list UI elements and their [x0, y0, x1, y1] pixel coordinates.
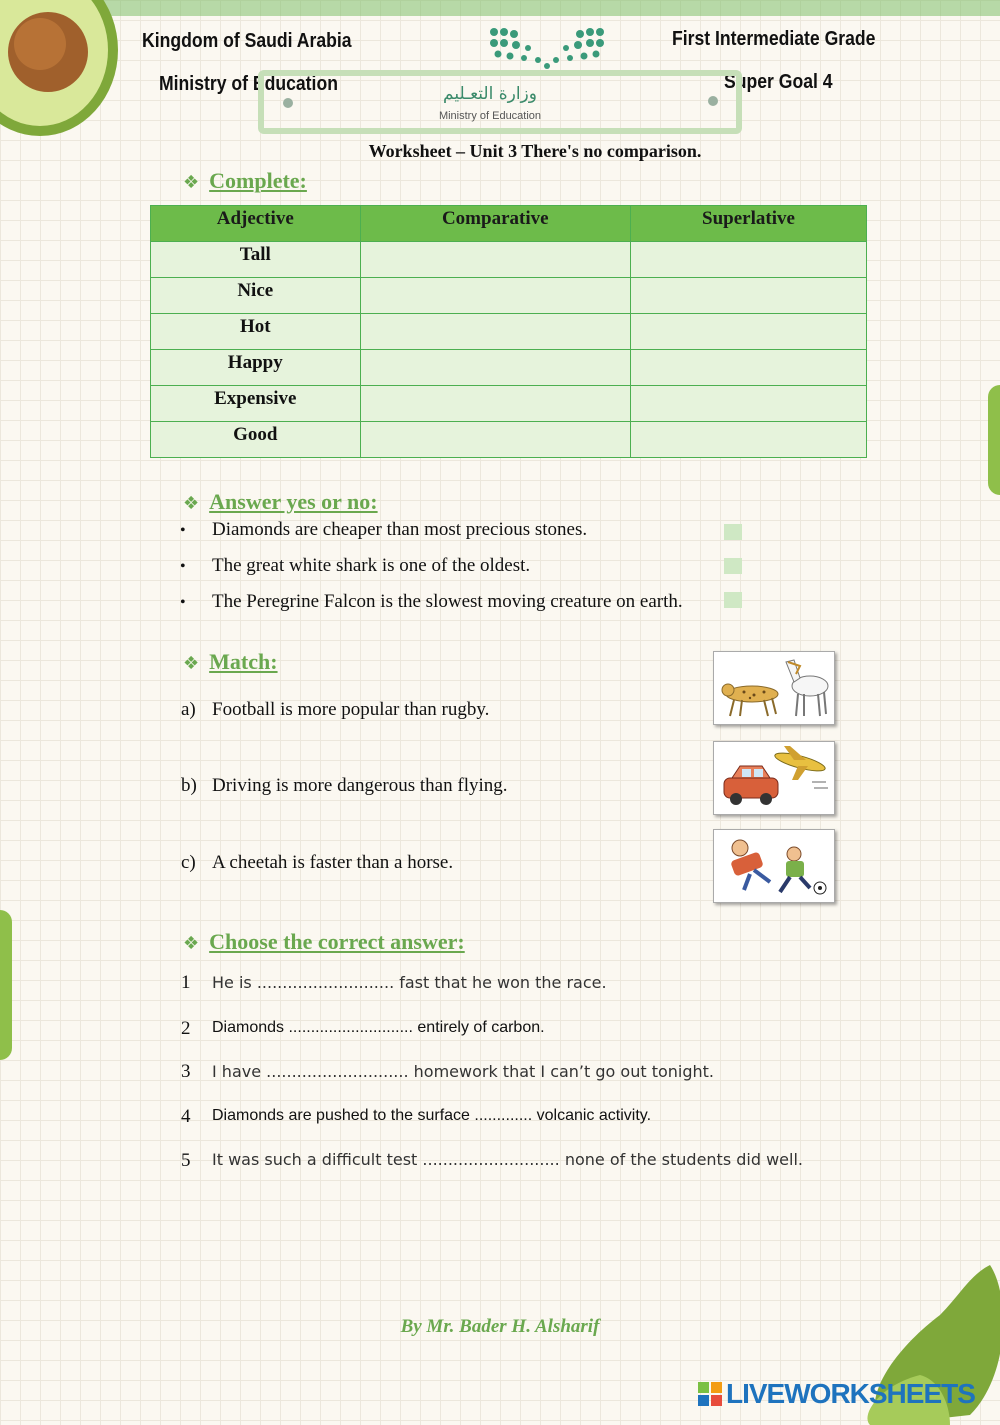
table-header-adjective: Adjective: [151, 206, 361, 242]
match-letter-a: a): [181, 699, 196, 720]
question-text-3: I have ............................ homework that I can’t go out tonight.: [212, 1062, 714, 1081]
yes-no-answer-box-1[interactable]: [724, 524, 742, 540]
match-sentence-b: Driving is more dangerous than flying.: [212, 775, 508, 796]
question-number-1: 1: [181, 972, 191, 993]
match-picture-cheetah-horse[interactable]: [713, 651, 835, 725]
comparative-answer-cell[interactable]: [360, 242, 630, 278]
match-section-title: Match:: [209, 649, 278, 674]
ministry-logo-english: Ministry of Education: [438, 110, 542, 122]
avocado-decoration-top-left: [0, 0, 120, 140]
cheetah-horse-illustration: [714, 652, 834, 724]
avocado-decoration-left-edge: [0, 910, 12, 1060]
section-marker-icon: ❖: [183, 172, 200, 193]
section-marker-icon: ❖: [183, 933, 200, 954]
adjective-cell: Tall: [151, 242, 361, 278]
question-number-4: 4: [181, 1106, 191, 1127]
table-header-superlative: Superlative: [630, 206, 866, 242]
adjective-cell: Happy: [151, 350, 361, 386]
question-number-3: 3: [181, 1061, 191, 1082]
table-row: [151, 314, 867, 350]
question-text-2: Diamonds ............................ entirely of carbon.: [212, 1019, 545, 1036]
yes-no-statement-2: The great white shark is one of the oldest.: [212, 555, 531, 576]
question-text-1: He is ........................... fast that he won the race.: [212, 973, 607, 992]
adjective-cell: Expensive: [151, 386, 361, 422]
ministry-label: Ministry of Education: [159, 73, 338, 95]
choose-section-title: Choose the correct answer:: [209, 929, 465, 954]
superlative-answer-cell[interactable]: [630, 422, 866, 458]
liveworksheets-brand[interactable]: LIVEWORKSHEETS: [726, 1378, 975, 1409]
match-letter-c: c): [181, 852, 196, 873]
ministry-logo-arabic: وزارة التعـليم: [443, 84, 537, 104]
match-sentence-a: Football is more popular than rugby.: [212, 699, 490, 720]
match-sentence-c: A cheetah is faster than a horse.: [212, 852, 454, 873]
logo-frame-dot-right: [708, 96, 718, 106]
comparative-answer-cell[interactable]: [360, 278, 630, 314]
superlative-answer-cell[interactable]: [630, 278, 866, 314]
book-label: Super Goal 4: [724, 71, 833, 93]
match-picture-football[interactable]: [713, 829, 835, 903]
superlative-answer-cell[interactable]: [630, 242, 866, 278]
grade-label: First Intermediate Grade: [672, 28, 876, 50]
adjective-cell: Nice: [151, 278, 361, 314]
comparative-answer-cell[interactable]: [360, 422, 630, 458]
yes-no-answer-box-2[interactable]: [724, 558, 742, 574]
ministry-logo-icon: [488, 26, 606, 70]
worksheet-title: Worksheet – Unit 3 There's no comparison.: [368, 141, 702, 161]
yes-no-section-heading: [183, 489, 378, 515]
table-header-row: [151, 206, 867, 242]
country-label: Kingdom of Saudi Arabia: [142, 30, 352, 52]
yes-no-section-title: Answer yes or no:: [209, 489, 378, 514]
top-border-bar: [0, 0, 1000, 16]
table-row: [151, 422, 867, 458]
liveworksheets-logo-icon: [698, 1382, 722, 1406]
yes-no-statement-3: The Peregrine Falcon is the slowest moving creature on earth.: [212, 591, 683, 612]
superlative-answer-cell[interactable]: [630, 386, 866, 422]
section-marker-icon: ❖: [183, 653, 200, 674]
adjective-cell: Hot: [151, 314, 361, 350]
football-players-illustration: [714, 830, 834, 902]
table-header-comparative: Comparative: [360, 206, 630, 242]
choose-section-heading: [183, 929, 465, 955]
superlative-answer-cell[interactable]: [630, 314, 866, 350]
table-row: [151, 350, 867, 386]
comparative-answer-cell[interactable]: [360, 314, 630, 350]
complete-section-heading: [183, 168, 307, 194]
comparison-table: [150, 205, 867, 458]
avocado-decoration-right-edge: [988, 385, 1000, 495]
question-text-5: It was such a difficult test ........................... none of the students did well.: [212, 1150, 803, 1169]
yes-no-statement-1: Diamonds are cheaper than most precious stones.: [212, 519, 588, 540]
author-credit: By Mr. Bader H. Alsharif: [400, 1316, 600, 1337]
section-marker-icon: ❖: [183, 493, 200, 514]
question-number-5: 5: [181, 1150, 191, 1171]
table-row: [151, 278, 867, 314]
match-letter-b: b): [181, 775, 197, 796]
yes-no-answer-box-3[interactable]: [724, 592, 742, 608]
bullet-icon: •: [180, 522, 186, 539]
question-number-2: 2: [181, 1018, 191, 1039]
bullet-icon: •: [180, 594, 186, 611]
complete-section-title: Complete:: [209, 168, 307, 193]
comparative-answer-cell[interactable]: [360, 350, 630, 386]
match-section-heading: [183, 649, 278, 675]
car-plane-illustration: [714, 742, 834, 814]
bullet-icon: •: [180, 558, 186, 575]
superlative-answer-cell[interactable]: [630, 350, 866, 386]
table-row: [151, 242, 867, 278]
comparative-answer-cell[interactable]: [360, 386, 630, 422]
adjective-cell: Good: [151, 422, 361, 458]
table-row: [151, 386, 867, 422]
logo-frame-dot-left: [283, 98, 293, 108]
question-text-4: Diamonds are pushed to the surface ............. volcanic activity.: [212, 1107, 652, 1124]
match-picture-car-plane[interactable]: [713, 741, 835, 815]
